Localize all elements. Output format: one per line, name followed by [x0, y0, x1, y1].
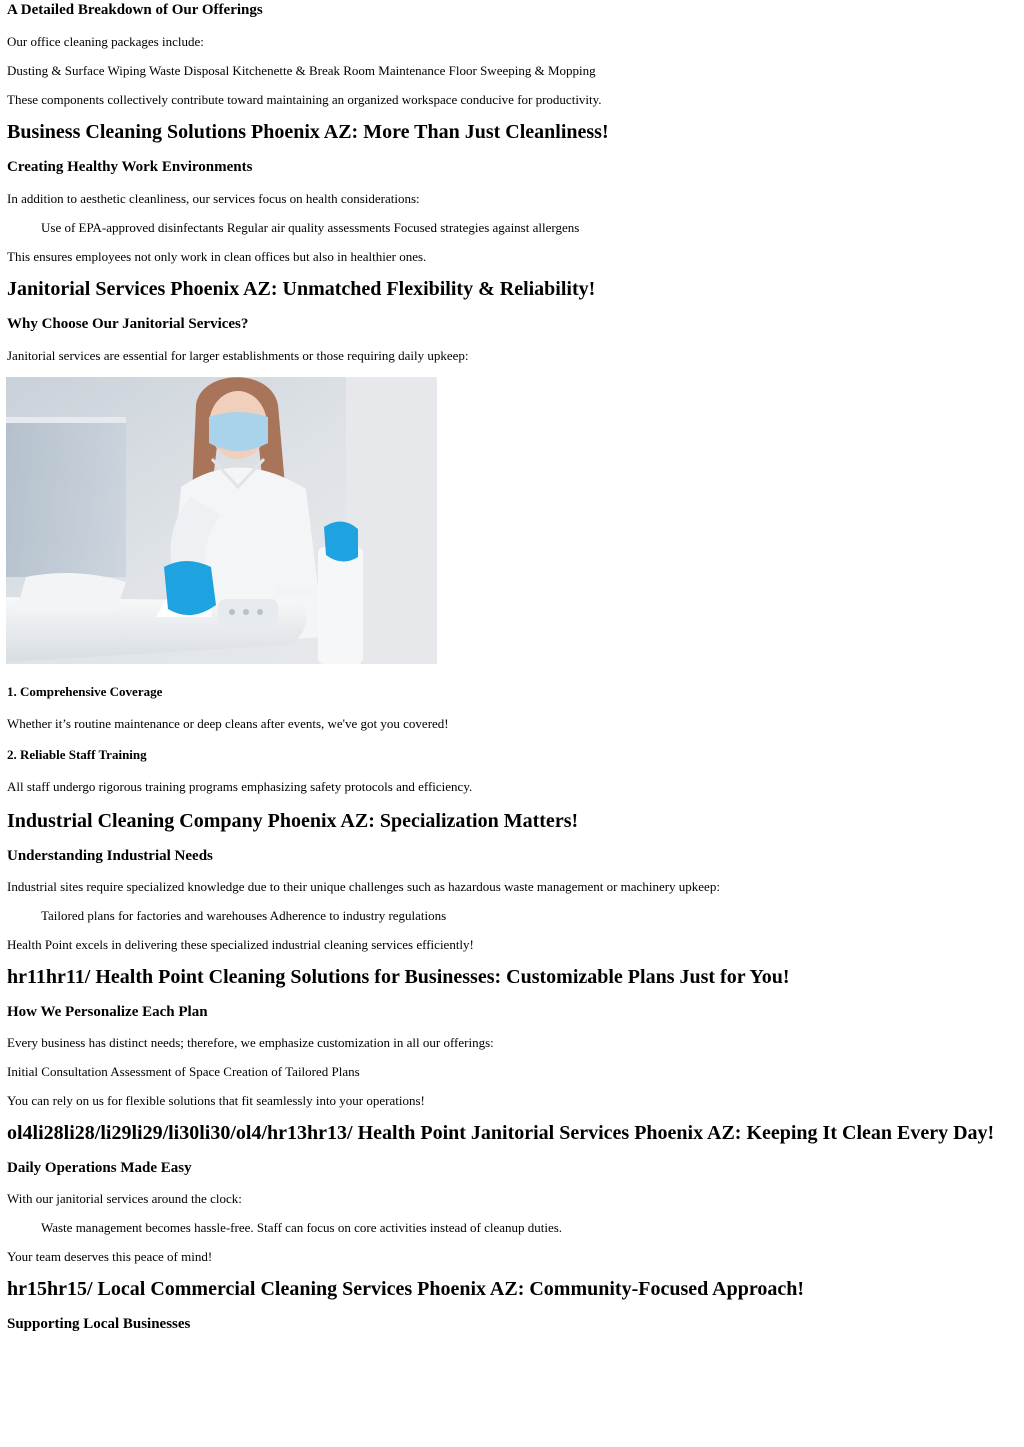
janitorial-intro: Janitorial services are essential for larger establishments or those requiring daily upkeep:	[7, 348, 469, 363]
custom-subheading: How We Personalize Each Plan	[7, 1004, 208, 1020]
janitorial-point2-title: 2. Reliable Staff Training	[7, 747, 147, 762]
offerings-items: Dusting & Surface Wiping Waste Disposal Kitchenette & Break Room Maintenance Floor Sweeping & Mopping	[7, 63, 596, 78]
business-title: Business Cleaning Solutions Phoenix AZ: More Than Just Cleanliness!	[7, 121, 609, 143]
janitorial-title: Janitorial Services Phoenix AZ: Unmatched Flexibility & Reliability!	[7, 278, 596, 300]
offerings-heading: A Detailed Breakdown of Our Offerings	[7, 2, 263, 18]
business-subheading: Creating Healthy Work Environments	[7, 159, 253, 175]
custom-summary: You can rely on us for flexible solutions that fit seamlessly into your operations!	[7, 1093, 425, 1108]
daily-summary: Your team deserves this peace of mind!	[7, 1249, 213, 1264]
local-title: hr15hr15/ Local Commercial Cleaning Services Phoenix AZ: Community-Focused Approach!	[7, 1278, 805, 1300]
custom-intro: Every business has distinct needs; therefore, we emphasize customization in all our offerings:	[7, 1035, 494, 1050]
cleaner-photo	[6, 377, 437, 664]
article	[0, 1, 1024, 1334]
industrial-items: Tailored plans for factories and warehouses Adherence to industry regulations	[41, 908, 447, 923]
custom-title: hr11hr11/ Health Point Cleaning Solutions for Businesses: Customizable Plans Just for You!	[7, 966, 790, 988]
daily-title: ol4li28li28/li29li29/li30li30/ol4/hr13hr13/ Health Point Janitorial Services Phoenix AZ: Keeping It Clean Every Day!	[7, 1122, 995, 1144]
janitorial-subheading: Why Choose Our Janitorial Services?	[7, 316, 249, 332]
business-summary: This ensures employees not only work in clean offices but also in healthier ones.	[7, 249, 427, 264]
industrial-subheading: Understanding Industrial Needs	[7, 848, 213, 864]
daily-subheading: Daily Operations Made Easy	[7, 1160, 192, 1176]
daily-items: Waste management becomes hassle-free. Staff can focus on core activities instead of cleanup duties.	[41, 1220, 563, 1235]
business-intro: In addition to aesthetic cleanliness, our services focus on health considerations:	[7, 191, 420, 206]
janitorial-point2-text: All staff undergo rigorous training programs emphasizing safety protocols and efficiency.	[7, 779, 473, 794]
janitorial-point1-text: Whether it’s routine maintenance or deep cleans after events, we've got you covered!	[7, 716, 449, 731]
industrial-title: Industrial Cleaning Company Phoenix AZ: Specialization Matters!	[7, 810, 579, 832]
business-items: Use of EPA-approved disinfectants Regular air quality assessments Focused strategies against allergens	[41, 220, 580, 235]
industrial-intro: Industrial sites require specialized knowledge due to their unique challenges such as hazardous waste management or machinery upkeep:	[7, 879, 720, 894]
janitorial-point1-title: 1. Comprehensive Coverage	[7, 684, 163, 699]
local-subheading: Supporting Local Businesses	[7, 1316, 191, 1332]
offerings-intro: Our office cleaning packages include:	[7, 34, 204, 49]
industrial-summary: Health Point excels in delivering these specialized industrial cleaning services efficiently!	[7, 937, 474, 952]
custom-items: Initial Consultation Assessment of Space Creation of Tailored Plans	[7, 1064, 360, 1079]
daily-intro: With our janitorial services around the clock:	[7, 1191, 242, 1206]
offerings-summary: These components collectively contribute toward maintaining an organized workspace conducive for productivity.	[7, 92, 602, 107]
